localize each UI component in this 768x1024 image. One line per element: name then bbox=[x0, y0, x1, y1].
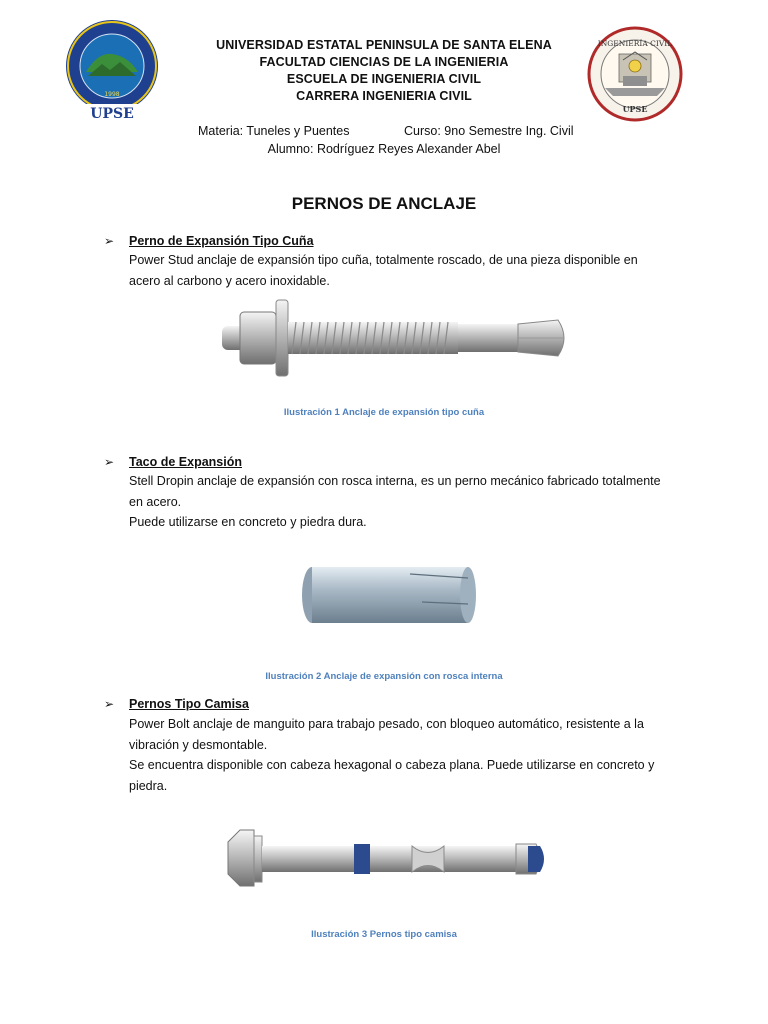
expansion-plug-image bbox=[300, 562, 480, 628]
section-heading-sleeve-bolt: Pernos Tipo Camisa bbox=[129, 697, 249, 711]
upse-logo bbox=[58, 18, 166, 122]
header-school: ESCUELA DE INGENIERIA CIVIL bbox=[286, 72, 482, 86]
paragraph: Power Stud anclaje de expansión tipo cuña, totalmente roscado, de una pieza disponible en acero al carbono y acero inoxidable. bbox=[129, 253, 638, 288]
caption-3: Ilustración 3 Pernos tipo camisa bbox=[311, 929, 457, 940]
header-university: UNIVERSIDAD ESTATAL PENINSULA DE SANTA ELENA bbox=[216, 38, 552, 52]
section-text-expansion-plug bbox=[129, 471, 669, 533]
section-heading-expansion-plug: Taco de Expansión bbox=[129, 455, 242, 469]
caption-1: Ilustración 1 Anclaje de expansión tipo cuña bbox=[283, 407, 485, 418]
paragraph: Stell Dropin anclaje de expansión con rosca interna, es un perno mecánico fabricado totalmente en acero. bbox=[129, 474, 661, 509]
paragraph: Power Bolt anclaje de manguito para trabajo pesado, con bloqueo automático, resistente a la vibración y desmontable. bbox=[129, 717, 644, 752]
svg-text:1998: 1998 bbox=[104, 91, 120, 98]
header-career: CARRERA INGENIERIA CIVIL bbox=[296, 89, 472, 103]
meta-alumno: Alumno: Rodríguez Reyes Alexander Abel bbox=[267, 142, 501, 156]
section-heading-wedge-anchor: Perno de Expansión Tipo Cuña bbox=[129, 234, 314, 248]
paragraph: Se encuentra disponible con cabeza hexagonal o cabeza plana. Puede utilizarse en concreto y piedra. bbox=[129, 758, 655, 793]
caption-2: Ilustración 2 Anclaje de expansión con rosca interna bbox=[265, 671, 503, 682]
bullet-icon: ➢ bbox=[104, 234, 115, 248]
meta-curso: Curso: 9no Semestre Ing. Civil bbox=[404, 124, 574, 138]
page-title: PERNOS DE ANCLAJE bbox=[291, 194, 477, 213]
bullet-icon: ➢ bbox=[104, 455, 115, 469]
meta-materia: Materia: Tuneles y Puentes bbox=[198, 124, 350, 138]
logo-right-top-text: INGENIERÍA CIVIL bbox=[597, 39, 673, 48]
section-text-wedge-anchor bbox=[129, 250, 669, 291]
paragraph: Puede utilizarse en concreto y piedra dura. bbox=[129, 515, 367, 529]
bullet-icon: ➢ bbox=[104, 697, 115, 711]
logo-right-bottom-text: UPSE bbox=[622, 104, 648, 114]
sleeve-bolt-image bbox=[222, 822, 552, 900]
section-text-sleeve-bolt bbox=[129, 714, 669, 796]
upse-logo-text: UPSE bbox=[90, 106, 134, 122]
header-faculty: FACULTAD CIENCIAS DE LA INGENIERIA bbox=[259, 55, 509, 69]
wedge-anchor-image bbox=[218, 296, 574, 382]
